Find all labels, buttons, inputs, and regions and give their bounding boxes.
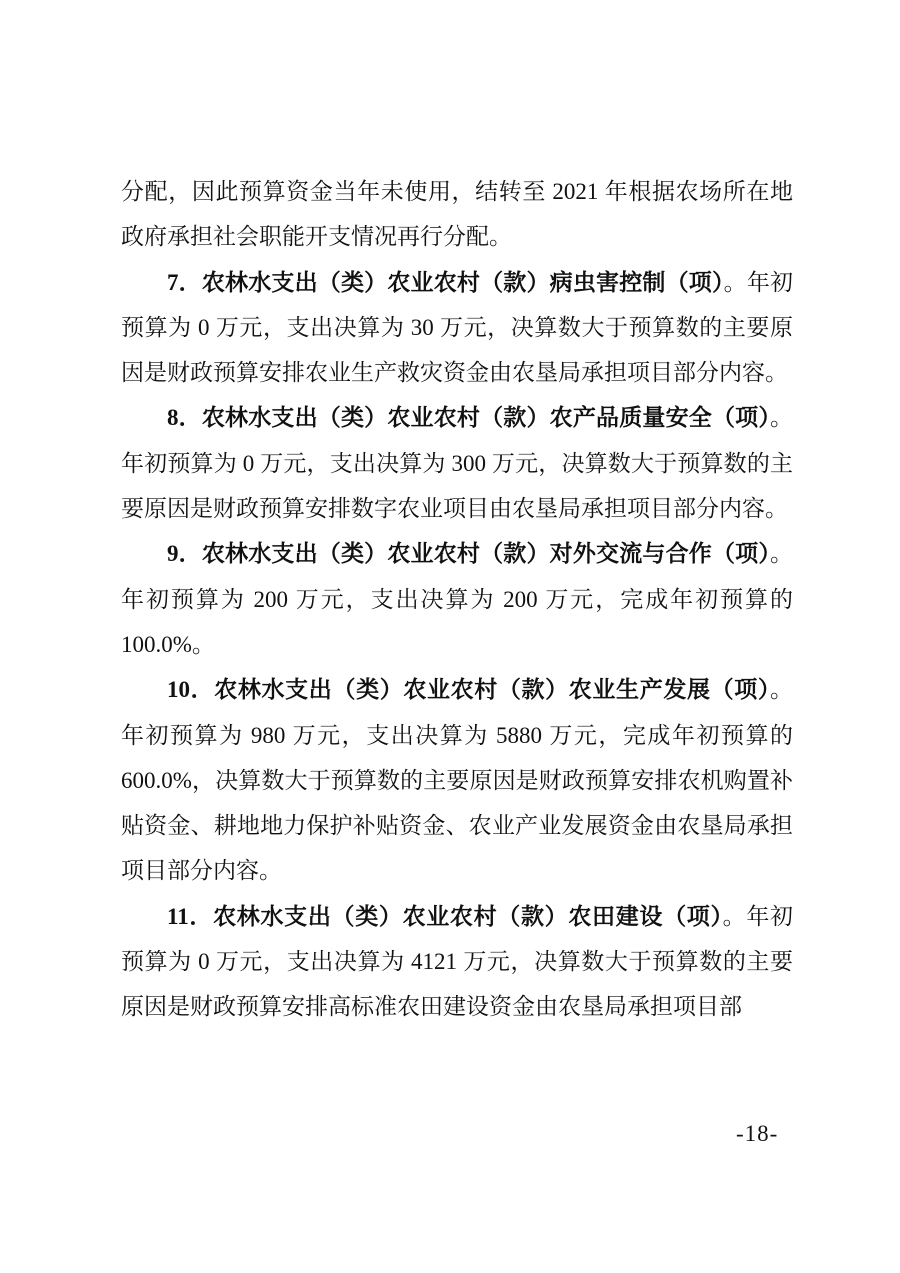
item-8-text: 。年初预算为 0 万元，支出决算为 300 万元，决算数大于预算数的主要原因是财政预算安排数字农业项目由农垦局承担项目部分内容。: [121, 405, 793, 522]
expenditure-item-9: [121, 531, 793, 667]
item-10-heading: 10．农林水支出（类）农业农村（款）农业生产发展（项）: [167, 677, 770, 703]
expenditure-item-11: [121, 894, 793, 1030]
item-9-text: 。年初预算为 200 万元，支出决算为 200 万元，完成年初预算的 100.0%。: [121, 541, 793, 657]
intro-paragraph-text: 分配，因此预算资金当年未使用，结转至 2021 年根据农场所在地政府承担社会职能开支情况再行分配。: [121, 179, 793, 250]
item-9-heading: 9．农林水支出（类）农业农村（款）对外交流与合作（项）: [167, 541, 770, 567]
item-11-text: 。年初预算为 0 万元，支出决算为 4121 万元，决算数大于预算数的主要原因是财政预算安排高标准农田建设资金由农垦局承担项目部: [121, 903, 794, 1020]
item-10-text: 。年初预算为 980 万元，支出决算为 5880 万元，完成年初预算的 600.0%，决算数大于预算数的主要原因是财政预算安排农机购置补贴资金、耕地地力保护补贴资金、农业产业发展资金由农垦局承担项目部分内容。: [121, 677, 793, 884]
item-7-text: 。年初预算为 0 万元，支出决算为 30 万元，决算数大于预算数的主要原因是财政预算安排农业生产救灾资金由农垦局承担项目部分内容。: [121, 269, 794, 386]
expenditure-item-8: [121, 395, 793, 531]
page-number: -18-: [736, 1121, 779, 1146]
item-8-heading: 8．农林水支出（类）农业农村（款）农产品质量安全（项）: [167, 405, 770, 431]
expenditure-item-7: [121, 260, 793, 396]
intro-paragraph: [121, 169, 793, 260]
document-body: [121, 169, 793, 1030]
expenditure-item-10: [121, 667, 793, 893]
item-11-heading: 11．农林水支出（类）农业农村（款）农田建设（项）: [167, 903, 723, 929]
item-7-heading: 7．农林水支出（类）农业农村（款）病虫害控制（项）: [167, 269, 724, 295]
